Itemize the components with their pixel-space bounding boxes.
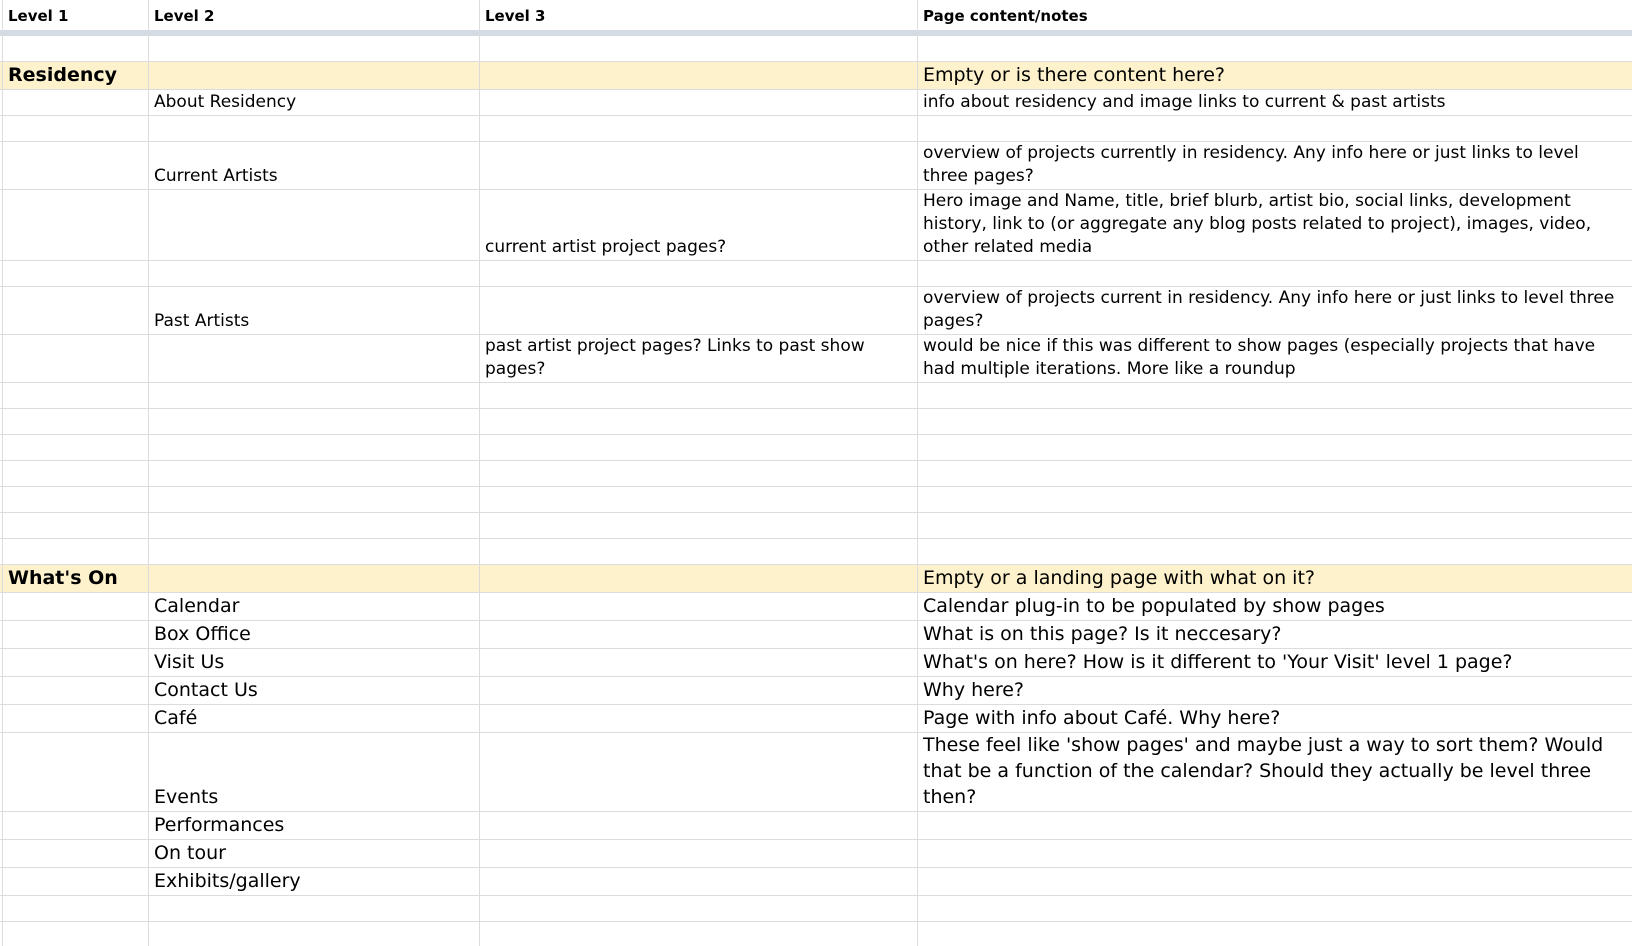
notes-cell[interactable]: would be nice if this was different to show pages (especially projects that have had multiple iterations. More like a roundup bbox=[923, 336, 1596, 379]
level-3-cell[interactable]: current artist project pages? bbox=[485, 237, 727, 257]
level-2-cell[interactable]: Contact Us bbox=[154, 679, 258, 701]
table-row[interactable] bbox=[0, 733, 1632, 812]
table-row[interactable] bbox=[0, 287, 1632, 335]
table-row[interactable] bbox=[0, 840, 1632, 868]
notes-cell[interactable]: overview of projects current in residency. Any info here or just links to level three pages? bbox=[923, 288, 1615, 331]
table-row[interactable] bbox=[0, 539, 1632, 565]
table-row[interactable] bbox=[0, 705, 1632, 733]
table-row[interactable] bbox=[0, 812, 1632, 840]
notes-cell[interactable]: Empty or is there content here? bbox=[923, 64, 1225, 86]
section-title[interactable]: What's On bbox=[8, 567, 118, 589]
column-header-level-2[interactable]: Level 2 bbox=[154, 7, 215, 25]
table-row[interactable] bbox=[0, 649, 1632, 677]
level-2-cell[interactable]: On tour bbox=[154, 842, 226, 864]
level-2-cell[interactable]: Performances bbox=[154, 814, 285, 836]
column-divider bbox=[479, 0, 480, 946]
level-2-cell[interactable]: Current Artists bbox=[154, 166, 278, 186]
column-divider bbox=[148, 0, 149, 946]
notes-cell[interactable]: overview of projects currently in residency. Any info here or just links to level three pages? bbox=[923, 143, 1579, 186]
notes-cell[interactable]: Why here? bbox=[923, 679, 1025, 701]
level-2-cell[interactable]: Exhibits/gallery bbox=[154, 870, 301, 892]
level-2-cell[interactable]: Visit Us bbox=[154, 651, 225, 673]
table-row[interactable] bbox=[0, 922, 1632, 946]
header-row bbox=[0, 2, 1632, 32]
column-header-level-1[interactable]: Level 1 bbox=[8, 7, 69, 25]
section-title[interactable]: Residency bbox=[8, 64, 117, 86]
table-row[interactable] bbox=[0, 487, 1632, 513]
table-row[interactable] bbox=[0, 677, 1632, 705]
table-row[interactable] bbox=[0, 383, 1632, 409]
notes-cell[interactable]: These feel like 'show pages' and maybe just a way to sort them? Would that be a function of the calendar? Should they actually be level three then? bbox=[923, 734, 1604, 808]
column-divider bbox=[2, 0, 3, 946]
notes-cell[interactable]: What is on this page? Is it neccesary? bbox=[923, 623, 1282, 645]
table-row[interactable] bbox=[0, 116, 1632, 142]
table-row[interactable] bbox=[0, 90, 1632, 116]
level-2-cell[interactable]: Past Artists bbox=[154, 311, 250, 331]
table-row[interactable] bbox=[0, 461, 1632, 487]
level-2-cell[interactable]: Box Office bbox=[154, 623, 251, 645]
notes-cell[interactable]: Calendar plug-in to be populated by show pages bbox=[923, 595, 1385, 617]
notes-cell[interactable]: Hero image and Name, title, brief blurb, artist bio, social links, development history, link to (or aggregate any blog posts related to project), images, video, other related media bbox=[923, 191, 1592, 257]
table-row[interactable] bbox=[0, 896, 1632, 922]
table-row[interactable] bbox=[0, 593, 1632, 621]
table-row[interactable] bbox=[0, 36, 1632, 62]
column-header-level-3[interactable]: Level 3 bbox=[485, 7, 546, 25]
table-row[interactable] bbox=[0, 409, 1632, 435]
level-2-cell[interactable]: Events bbox=[154, 786, 219, 808]
column-header-notes[interactable]: Page content/notes bbox=[923, 7, 1088, 25]
notes-cell[interactable]: info about residency and image links to current & past artists bbox=[923, 92, 1446, 112]
column-divider bbox=[917, 0, 918, 946]
level-2-cell[interactable]: Café bbox=[154, 707, 198, 729]
table-row[interactable] bbox=[0, 261, 1632, 287]
section-row-residency[interactable] bbox=[0, 62, 1632, 90]
table-row[interactable] bbox=[0, 142, 1632, 190]
level-2-cell[interactable]: Calendar bbox=[154, 595, 240, 617]
notes-cell[interactable]: What's on here? How is it different to 'Your Visit' level 1 page? bbox=[923, 651, 1513, 673]
table-row[interactable] bbox=[0, 435, 1632, 461]
table-row[interactable] bbox=[0, 868, 1632, 896]
level-2-cell[interactable]: About Residency bbox=[154, 92, 297, 112]
level-3-cell[interactable]: past artist project pages? Links to past show pages? bbox=[485, 336, 865, 379]
table-row[interactable] bbox=[0, 513, 1632, 539]
table-row[interactable] bbox=[0, 190, 1632, 261]
table-row[interactable] bbox=[0, 335, 1632, 383]
section-row-whats-on[interactable] bbox=[0, 565, 1632, 593]
notes-cell[interactable]: Page with info about Café. Why here? bbox=[923, 707, 1281, 729]
notes-cell[interactable]: Empty or a landing page with what on it? bbox=[923, 567, 1315, 589]
table-row[interactable] bbox=[0, 621, 1632, 649]
